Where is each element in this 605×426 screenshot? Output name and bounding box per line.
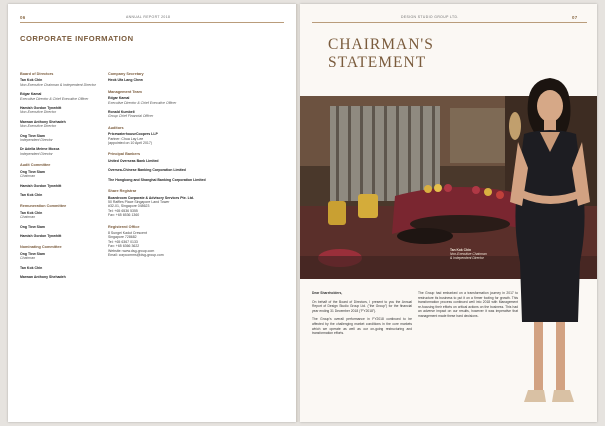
auditors-section (108, 126, 208, 146)
person-name: Dr Adella Meirne Moxca (20, 147, 60, 152)
section-heading: Nominating Committee (20, 245, 62, 250)
remuneration-section (20, 204, 98, 238)
person (20, 275, 98, 279)
registered-office-section (108, 225, 208, 258)
running-head: ANNUAL REPORT 2018 (126, 15, 171, 19)
person-name: Edgar Kamal (20, 92, 42, 97)
person (20, 211, 98, 220)
person (20, 78, 98, 87)
address-line: #32-01, Singapore 048623 (108, 204, 150, 209)
person-role: Chairman (20, 256, 36, 261)
person (20, 184, 98, 188)
bank-name: United Overseas Bank Limited (108, 158, 159, 163)
person-role: Executive Director & Chief Executive Officer (108, 100, 177, 105)
person-name: Ong Tiew Siam (20, 224, 46, 229)
email-line: Email: corpcomms@dsg-group.com (108, 252, 164, 257)
person-role: Group Chief Financial Officer (108, 114, 154, 119)
person-role: Non-Executive Director (20, 124, 56, 129)
person (20, 134, 98, 143)
person-role: Independent Director (20, 151, 53, 156)
bank-name: Oversea-Chinese Banking Corporation Limited (108, 168, 186, 173)
person-role: Non-Executive Chairman & Independent Director (20, 82, 96, 87)
person-name: Ong Tiew Siam (20, 133, 46, 138)
bankers-section (108, 152, 208, 182)
person-name: Hamish Gordon Tynwhitt (20, 183, 62, 188)
person-name: Tan Kok Chin (20, 78, 43, 83)
section-heading: Audit Committee (20, 163, 51, 168)
title-line: STATEMENT (328, 54, 427, 71)
person-role: Executive Director & Chief Executive Officer (20, 96, 89, 101)
person (20, 170, 98, 179)
caption-role: & Independent Director (450, 256, 484, 261)
section-heading: Board of Directors (20, 72, 54, 76)
section-heading: Auditors (108, 125, 124, 130)
statement-column-2 (418, 291, 518, 323)
person (108, 110, 208, 119)
person (20, 193, 98, 197)
person-name: Tan Kok Chin (20, 265, 43, 270)
page-title (328, 36, 434, 72)
page-number: 06 (20, 15, 26, 20)
running-head: DESIGN STUDIO GROUP LTD. (401, 15, 459, 19)
person-name: Ronald Kumbeli (108, 110, 135, 115)
statement-paragraph: On behalf of the Board of Directors, I present to you the Annual Report of Design Studio Group Ltd. ("the Group") for the financial year ending 31 December 2018 ("FY2018"). (312, 299, 412, 313)
person-name: Heok Ufa Lang Chew (108, 78, 143, 83)
management-section (108, 90, 208, 119)
person-name: Ong Tiew Siam (20, 251, 46, 256)
share-registrar-section (108, 189, 208, 217)
left-page (8, 4, 296, 422)
person-name: Tan Kok Chin (20, 210, 43, 215)
statement-paragraph: The Group had embarked on a transformation journey in 2017 to restructure its business to put it on a firmer footing for growth. This transformation process continued well into 2018 with Management re-focusing their efforts on critical actions on the business. This had an adverse impact on our results, however it was imperative that management made these hard decisions. (418, 291, 518, 318)
section-heading: Management Team (108, 89, 142, 94)
header-rule (20, 22, 284, 23)
person-name: Marwan Anthony Shehadeh (20, 274, 66, 279)
address-line: Singapore 728682 (108, 235, 137, 240)
photo-caption (450, 248, 487, 261)
person-name: Edgar Kamal (108, 96, 130, 101)
caption-role: Non-Executive Chairman (450, 252, 487, 257)
statement-paragraph: The Group's overall performance in FY2018 continued to be affected by the challenging market conditions in the core markets which we operate as well as our on-going restructuring and transformation efforts. (312, 317, 412, 336)
address-line: 8 Sungei Kadut Crescent (108, 230, 147, 235)
person-name: Hamish Gordon Tynwhitt (20, 233, 62, 238)
salutation: Dear Shareholders, (312, 291, 343, 295)
header-rule (312, 22, 587, 23)
chairman-portrait (500, 72, 597, 412)
auditor-name: PricewaterhouseCoopers LLP (108, 132, 158, 137)
section-heading: Share Registrar (108, 189, 137, 194)
website-line: Website: www.dsg-group.com (108, 248, 155, 253)
audit-section (20, 163, 98, 197)
auditor-appointment: (appointed on 10 April 2017) (108, 141, 152, 146)
registrar-name: Boardroom Corporate & Advisory Services Pte. Ltd. (108, 195, 195, 200)
person-name: Tan Kok Chin (20, 192, 43, 197)
fax-line: Fax: +65 6366 3622 (108, 244, 140, 249)
person-name: Hamish Gordon Tynwhitt (20, 106, 62, 111)
person-name: Marwan Anthony Shehadeh (20, 119, 66, 124)
title-line: CHAIRMAN'S (328, 36, 434, 53)
person (20, 234, 98, 238)
person-role: Chairman (20, 174, 36, 179)
person (20, 120, 98, 129)
column-right (108, 72, 208, 264)
right-page (300, 4, 597, 422)
caption-name: Tan Kok Chin (450, 248, 472, 252)
person (108, 96, 208, 105)
person-role: Independent Director (20, 138, 53, 143)
person-role: Chairman (20, 215, 36, 220)
person (20, 106, 98, 115)
page-number: 07 (572, 15, 578, 20)
section-heading: Registered Office (108, 224, 140, 229)
person-role: Non-Executive Director (20, 110, 56, 115)
person (20, 252, 98, 261)
phone-line: Tel: +65 6367 0133 (108, 239, 138, 244)
nominating-section (20, 245, 98, 279)
section-heading: Company Secretary (108, 72, 144, 76)
bank-name: The Hongkong and Shanghai Banking Corporation Limited (108, 177, 206, 182)
person-name: Ong Tiew Siam (20, 169, 46, 174)
address-line: 50 Raffles Place Singapore Land Tower (108, 199, 170, 204)
person (20, 266, 98, 270)
column-left (20, 72, 98, 286)
statement-column-1 (312, 291, 412, 340)
page-title: CORPORATE INFORMATION (20, 34, 134, 43)
board-section (20, 72, 98, 156)
phone-line: Tel: +65 6536 5355 (108, 208, 138, 213)
person (20, 92, 98, 101)
person (20, 147, 98, 156)
fax-line: Fax: +65 6536 1360 (108, 213, 140, 218)
person (20, 225, 98, 229)
section-heading: Remuneration Committee (20, 204, 67, 209)
auditor-partner: Partner: Chua Lay Lee (108, 136, 144, 141)
section-heading: Principal Bankers (108, 152, 141, 157)
company-secretary-section (108, 72, 208, 83)
